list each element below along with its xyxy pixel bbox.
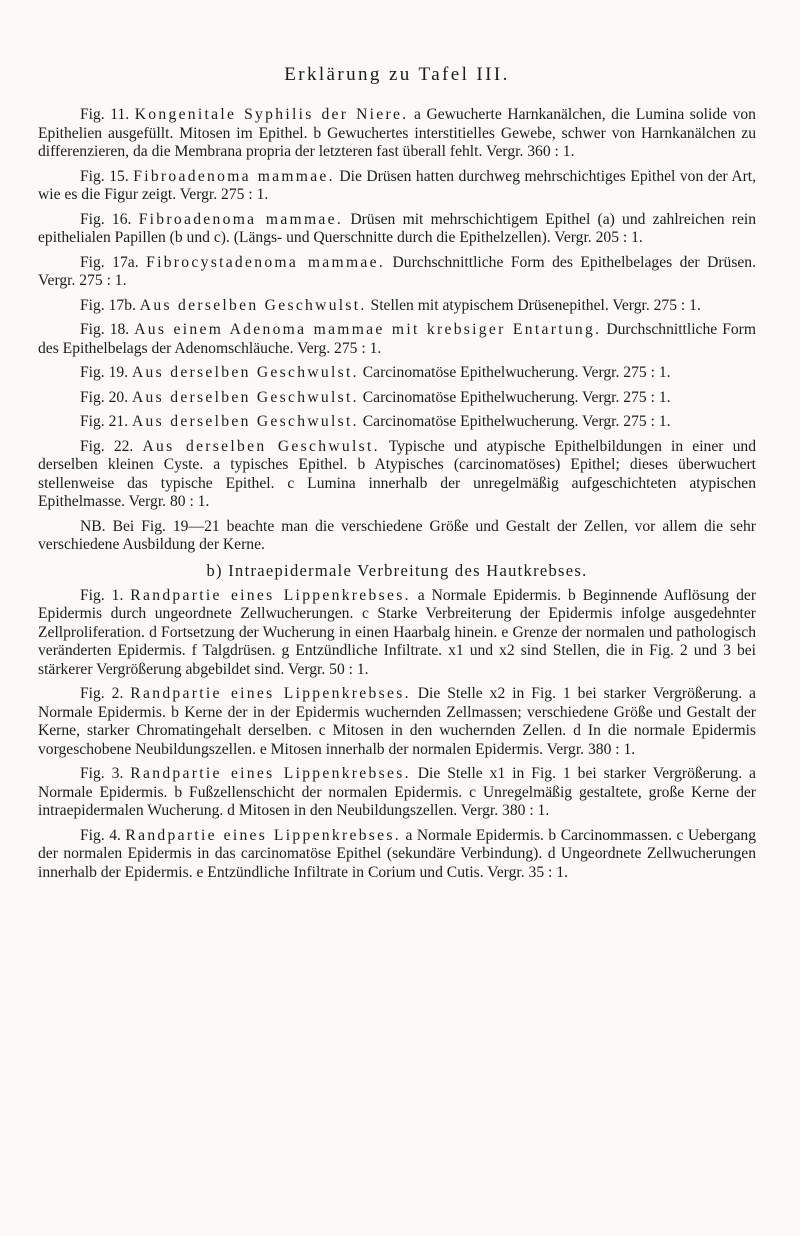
entry-note: NB. Bei Fig. 19—21 beachte man die verschiedene Größe und Gestalt der Zellen, vor allem die sehr verschiedene Ausbildung der Kerne. bbox=[38, 517, 756, 553]
entry-fig-15: Fig. 15. Fibroadenoma mammae. Die Drüsen hatten durchweg mehrschichtiges Epithel von der Art, wie es die Figur zeigt. Vergr. 275 : 1. bbox=[38, 167, 757, 203]
page-title: Erklärung zu Tafel III. bbox=[284, 64, 510, 85]
entry-fig-20: Fig. 20. Aus derselben Geschwulst. Carcinomatöse Epithelwucherung. Vergr. 275 : 1. bbox=[80, 388, 671, 406]
entry-b-fig-1: Fig. 1. Randpartie eines Lippenkrebses. a Normale Epidermis. b Beginnende Auflösung der Epidermis durch ungeordnete Zellwucherungen. c Starke Verbreiterung der Epidermis infolge ausgedehnter Zellproliferation. d Fortsetzung der Wucherung in einen Haarbalg hinein. e Grenze der normalen und pathologisch veränderten Epidermis. f Talgdrüsen. g Entzündliche Infiltrate. x1 und x2 sind Stellen, die in Fig. 2 und 3 bei stärkerer Vergrößerung abgebildet sind. Vergr. 50 : 1. bbox=[38, 586, 757, 678]
section-b-title: b) Intraepidermale Verbreitung des Hautkrebses. bbox=[206, 560, 588, 580]
entry-fig-11: Fig. 11. Kongenitale Syphilis der Niere. a Gewucherte Harnkanälchen, die Lumina solide von Epithelien ausgefüllt. Mitosen im Epithel. b Gewuchertes interstitielles Gewebe, schwer von Harnkanälchen zu differenzieren, da die Membrana propria der letzteren fast überall fehlt. Vergr. 360 : 1. bbox=[38, 106, 756, 160]
entry-b-fig-3: Fig. 3. Randpartie eines Lippenkrebses. Die Stelle x1 in Fig. 1 bei starker Vergrößerung. a Normale Epidermis. b Fußzellenschicht der normalen Epidermis. c Unregelmäßig gestaltete, große Kerne der intraepidermalen Wucherung. d Mitosen in den Neubildungszellen. Vergr. 380 : 1. bbox=[38, 765, 756, 819]
entry-fig-18: Fig. 18. Aus einem Adenoma mammae mit krebsiger Entartung. Durchschnittliche Form des Epithelbelags der Adenomschläuche. Verg. 275 : 1. bbox=[38, 321, 756, 357]
section-a bbox=[38, 106, 756, 555]
entry-fig-16: Fig. 16. Fibroadenoma mammae. Drüsen mit mehrschichtigem Epithel (a) und zahlreichen rein epithelialen Papillen (b und c). (Längs- und Querschnitte durch die Epithelzellen). Vergr. 205 : 1. bbox=[38, 210, 757, 246]
entry-fig-19: Fig. 19. Aus derselben Geschwulst. Carcinomatöse Epithelwucherung. Vergr. 275 : 1. bbox=[80, 364, 671, 381]
section-b bbox=[38, 587, 756, 883]
entry-fig-21: Fig. 21. Aus derselben Geschwulst. Carcinomatöse Epithelwucherung. Vergr. 275 : 1. bbox=[80, 413, 671, 430]
entry-b-fig-4: Fig. 4. Randpartie eines Lippenkrebses. a Normale Epidermis. b Carcinommassen. c Uebergang der normalen Epidermis in das carcinomatöse Epithel (sekundäre Verbindung). d Ungeordnete Zellwucherungen innerhalb der Epidermis. e Entzündliche Infiltrate in Corium und Cutis. Vergr. 35 : 1. bbox=[38, 826, 757, 881]
entry-fig-17b: Fig. 17b. Aus derselben Geschwulst. Stellen mit atypischem Drüsenepithel. Vergr. 275 : 1. bbox=[80, 296, 701, 314]
entry-b-fig-2: Fig. 2. Randpartie eines Lippenkrebses. Die Stelle x2 in Fig. 1 bei starker Vergrößerung. a Normale Epidermis. b Kerne der in der Epidermis wuchernden Zellmassen; verschiedene Größe und Gestalt der Kerne, starker Chromatingehalt derselben. c Mitosen in den wuchernden Zellen. d In die normale Epidermis vorgeschobene Neubildungszellen. e Mitosen innerhalb der normalen Epidermis. Vergr. 380 : 1. bbox=[38, 685, 756, 758]
entry-fig-22: Fig. 22. Aus derselben Geschwulst. Typische und atypische Epithelbildungen in einer und derselben kleinen Cyste. a typisches Epithel. b Atypisches (carcinomatöses) Epithel; dieses überwuchert stellenweise das typische Epithel. c Lumina innerhalb der unregelmäßig aufgeschichteten atypischen Epithelmasse. Vergr. 80 : 1. bbox=[38, 437, 756, 510]
entry-fig-17a: Fig. 17a. Fibrocystadenoma mammae. Durchschnittliche Form des Epithelbelages der Drüsen. Vergr. 275 : 1. bbox=[38, 253, 756, 289]
